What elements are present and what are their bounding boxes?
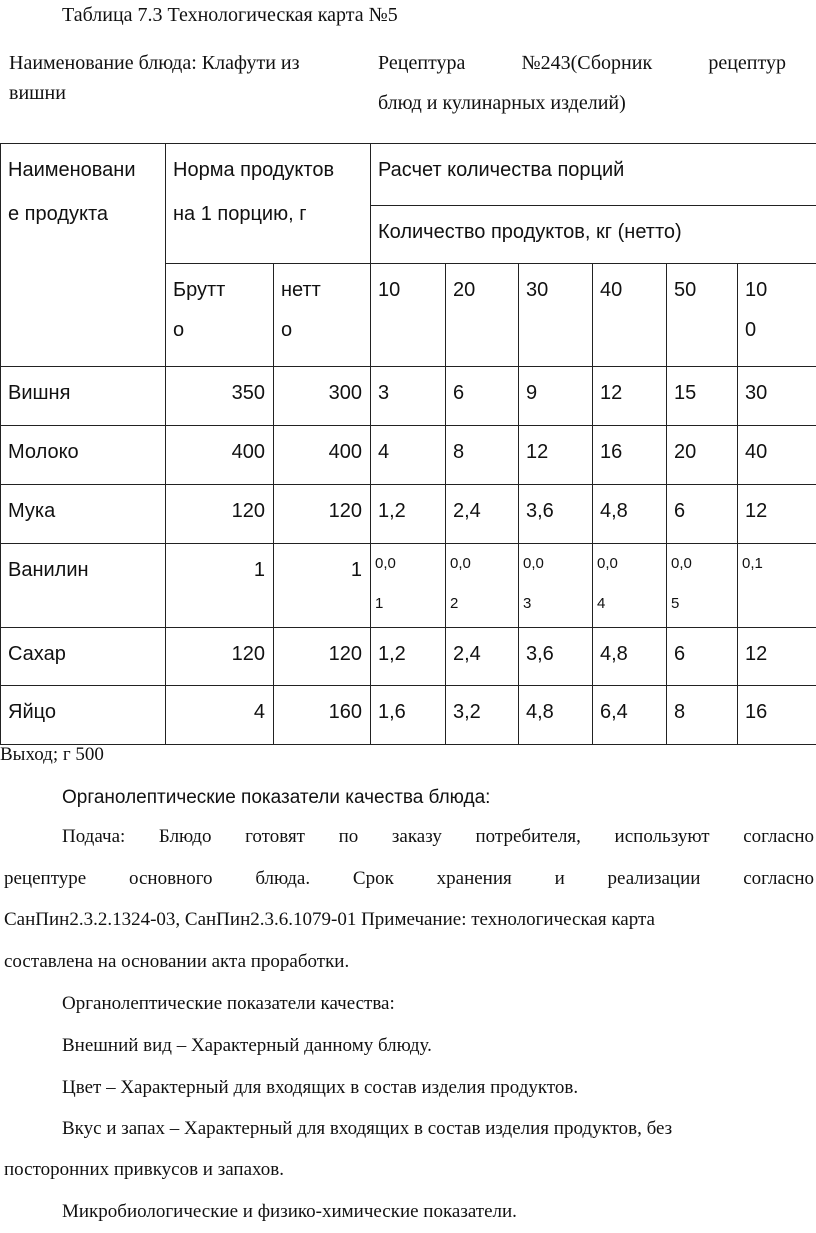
qty-100: 0,1 <box>738 544 816 628</box>
header-product-line2: е продукта <box>8 203 109 225</box>
brutto-value: 120 <box>166 628 274 686</box>
qty-40 <box>593 544 667 628</box>
qty-line1: 0,0 <box>375 555 396 572</box>
qty-line1: 0,0 <box>671 555 692 572</box>
qty-20: 2,4 <box>446 485 519 544</box>
product-name: Яйцо <box>1 686 166 745</box>
brutto-value: 4 <box>166 686 274 745</box>
netto-value: 400 <box>274 426 371 485</box>
qty-line2: 3 <box>523 595 532 612</box>
product-name: Сахар <box>1 628 166 686</box>
qty-20: 2,4 <box>446 628 519 686</box>
header-norm-line2: на 1 порцию, г <box>173 203 307 225</box>
header-norm-line1: Норма продуктов <box>173 159 335 181</box>
qty-20: 3,2 <box>446 686 519 745</box>
qty-20: 6 <box>446 367 519 426</box>
header-brutto <box>166 264 274 367</box>
qty-10: 3 <box>371 367 446 426</box>
qty-10: 1,6 <box>371 686 446 745</box>
product-name: Молоко <box>1 426 166 485</box>
qty-100: 30 <box>738 367 816 426</box>
qty-100: 40 <box>738 426 816 485</box>
qty-line2: 5 <box>671 595 680 612</box>
netto-value: 120 <box>274 628 371 686</box>
qty-40: 4,8 <box>593 485 667 544</box>
qty-10 <box>371 544 446 628</box>
microbiology-heading: Микробиологические и физико-химические показатели. <box>62 1201 517 1222</box>
recipe-line1 <box>378 52 786 75</box>
recipe-word: рецептур <box>708 52 786 74</box>
header-brutto-line1: Брутт <box>173 279 226 301</box>
table-row <box>1 628 816 686</box>
portion-50: 50 <box>667 264 738 367</box>
paragraph-line: СанПин2.3.2.1324-03, СанПин2.3.6.1079-01 Примечание: технологическая карта <box>4 909 655 930</box>
netto-value: 1 <box>274 544 371 628</box>
qty-30: 4,8 <box>519 686 593 745</box>
qty-50: 15 <box>667 367 738 426</box>
qty-40: 16 <box>593 426 667 485</box>
header-norm <box>166 144 371 264</box>
qty-line1: 0,0 <box>597 555 618 572</box>
header-product-line1: Наименовани <box>8 159 136 181</box>
header-brutto-line2: о <box>173 319 185 341</box>
netto-value: 300 <box>274 367 371 426</box>
product-name: Ванилин <box>1 544 166 628</box>
header-netto <box>274 264 371 367</box>
qty-20: 8 <box>446 426 519 485</box>
paragraph-line: рецептуре основного блюда. Срок хранения и реализации согласно <box>4 868 814 889</box>
taste-line2: посторонних привкусов и запахов. <box>4 1159 285 1180</box>
qty-50: 8 <box>667 686 738 745</box>
table-row <box>1 485 816 544</box>
portion-10: 10 <box>371 264 446 367</box>
qty-30 <box>519 544 593 628</box>
qty-100: 12 <box>738 628 816 686</box>
yield-line: Выход; г 500 <box>0 744 104 765</box>
qty-10: 1,2 <box>371 628 446 686</box>
qty-50 <box>667 544 738 628</box>
netto-value: 160 <box>274 686 371 745</box>
dish-name-line2: вишни <box>9 82 66 104</box>
qty-100: 16 <box>738 686 816 745</box>
product-name: Мука <box>1 485 166 544</box>
paragraph-line: Подача: Блюдо готовят по заказу потребителя, используют согласно <box>62 826 814 847</box>
brutto-value: 350 <box>166 367 274 426</box>
recipe-word: Рецептура <box>378 52 466 74</box>
qty-40: 12 <box>593 367 667 426</box>
portion-40: 40 <box>593 264 667 367</box>
qty-40: 6,4 <box>593 686 667 745</box>
recipe-number: №243(Сборник <box>521 52 653 74</box>
header-product <box>1 144 166 367</box>
header-calc: Расчет количества порций <box>371 144 816 206</box>
portion-20: 20 <box>446 264 519 367</box>
page-title: Таблица 7.3 Технологическая карта №5 <box>62 4 398 26</box>
qty-10: 4 <box>371 426 446 485</box>
qty-50: 20 <box>667 426 738 485</box>
table-row <box>1 544 816 628</box>
taste-line1: Вкус и запах – Характерный для входящих в состав изделия продуктов, без <box>62 1118 673 1139</box>
organoleptic-heading: Органолептические показатели качества блюда: <box>62 787 491 808</box>
product-name: Вишня <box>1 367 166 426</box>
header-qty: Количество продуктов, кг (нетто) <box>371 206 816 264</box>
qty-40: 4,8 <box>593 628 667 686</box>
qty-30: 3,6 <box>519 485 593 544</box>
color-line: Цвет – Характерный для входящих в состав изделия продуктов. <box>62 1077 579 1098</box>
qty-50: 6 <box>667 628 738 686</box>
dish-name-line1: Наименование блюда: Клафути из <box>9 52 300 74</box>
qty-10: 1,2 <box>371 485 446 544</box>
qty-line2: 4 <box>597 595 606 612</box>
table-row <box>1 686 816 745</box>
portion-100 <box>738 264 816 367</box>
brutto-value: 400 <box>166 426 274 485</box>
qty-line2: 2 <box>450 595 459 612</box>
portion-100-line1: 10 <box>745 279 768 301</box>
brutto-value: 120 <box>166 485 274 544</box>
brutto-value: 1 <box>166 544 274 628</box>
header-netto-line1: нетт <box>281 279 321 301</box>
qty-line1: 0,0 <box>523 555 544 572</box>
appearance-line: Внешний вид – Характерный данному блюду. <box>62 1035 432 1056</box>
qty-30: 9 <box>519 367 593 426</box>
netto-value: 120 <box>274 485 371 544</box>
qty-30: 3,6 <box>519 628 593 686</box>
recipe-line2: блюд и кулинарных изделий) <box>378 92 626 114</box>
qty-50: 6 <box>667 485 738 544</box>
qty-20 <box>446 544 519 628</box>
portion-30: 30 <box>519 264 593 367</box>
header-netto-line2: о <box>281 319 293 341</box>
qty-line2: 1 <box>375 595 384 612</box>
qty-100: 12 <box>738 485 816 544</box>
quality-heading: Органолептические показатели качества: <box>62 993 395 1014</box>
paragraph-line: составлена на основании акта проработки. <box>4 951 350 972</box>
qty-line1: 0,0 <box>450 555 471 572</box>
portion-100-line2: 0 <box>745 319 757 341</box>
table-row <box>1 426 816 485</box>
tech-card-table <box>0 143 816 745</box>
table-row <box>1 367 816 426</box>
qty-30: 12 <box>519 426 593 485</box>
